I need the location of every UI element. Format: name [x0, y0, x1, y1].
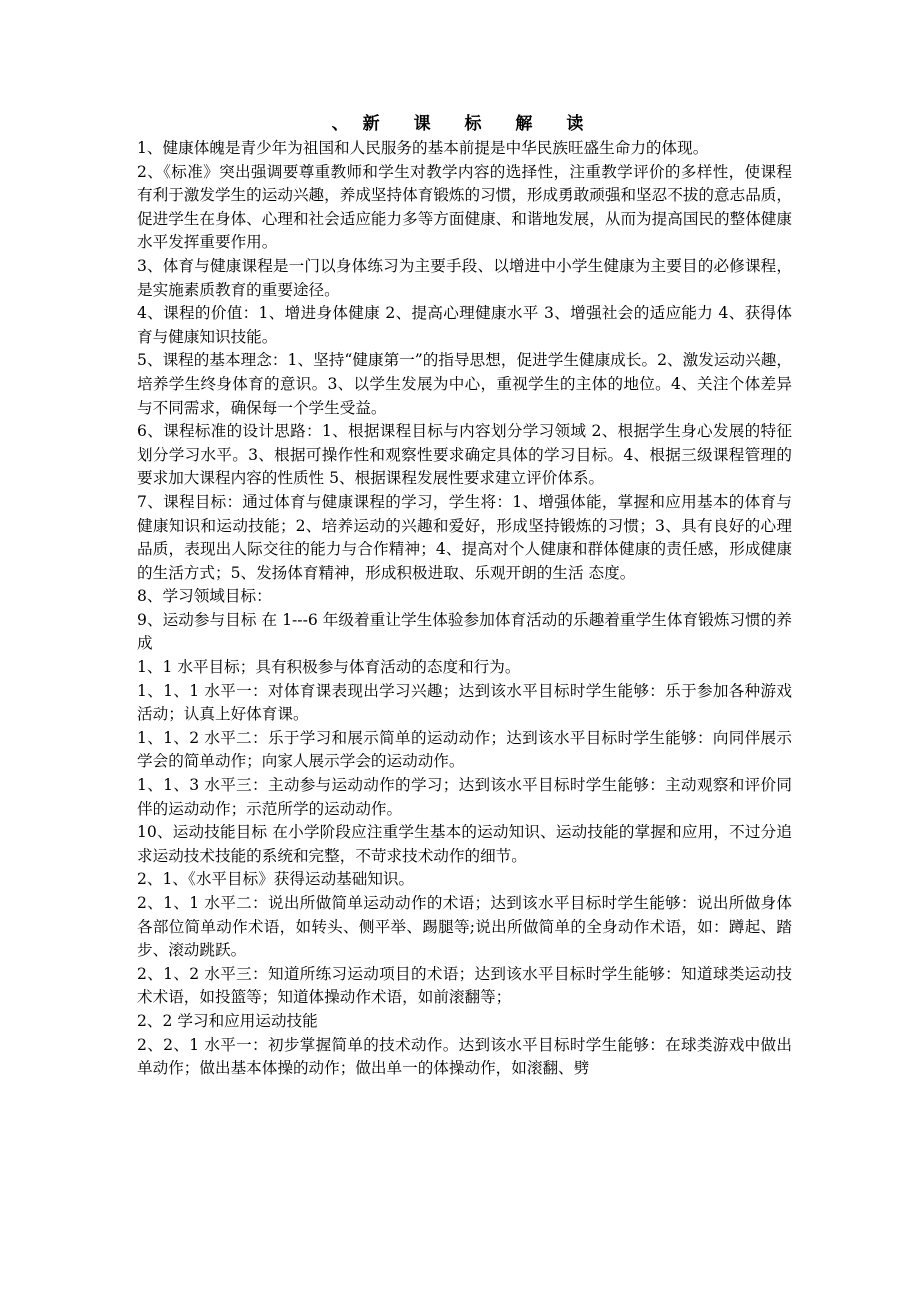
paragraph: 2、2 学习和应用运动技能	[137, 1011, 318, 1030]
document-title: 、新 课 标 解 读	[331, 114, 598, 134]
paragraph: 1、健康体魄是青少年为祖国和人民服务的基本前提是中华民族旺盛生命力的体现。	[137, 139, 709, 157]
paragraph: 1、1 水平目标；具有积极参与体育活动的态度和行为。	[137, 658, 521, 677]
paragraph: 10、运动技能目标 在小学阶段应注重学生基本的运动知识、运动技能的掌握和应用，不过分追求运动技术技能的系统和完整，不苛求技术动作的细节。	[137, 823, 792, 865]
paragraph: 7、课程目标：通过体育与健康课程的学习，学生将：1、增强体能，掌握和应用基本的体育与健康知识和运动技能；2、培养运动的兴趣和爱好，形成坚持锻炼的习惯；3、具有良好的心理品质，表现出人际交往的能力与合作精神；4、提高对个人健康和群体健康的责任感，形成健康的生活方式；5、发扬体育精神，形成积极进取、乐观开朗的生活 态度。	[137, 492, 792, 582]
paragraph: 6、课程标准的设计思路：1、根据课程目标与内容划分学习领域 2、根据学生身心发展的特征划分学习水平。3、根据可操作性和观察性要求确定具体的学习目标。4、根据三级课程管理的要求加大课程内容的性质性 5、根据课程发展性要求建立评价体系。	[137, 422, 792, 488]
paragraph: 9、运动参与目标 在 1---6 年级着重让学生体验参加体育活动的乐趣着重学生体育锻炼习惯的养成	[137, 610, 792, 653]
paragraph: 1、1、2 水平二：乐于学习和展示简单的运动动作；达到该水平目标时学生能够：向同伴展示学会的简单动作；向家人展示学会的运动动作。	[137, 728, 792, 771]
document-body	[137, 137, 792, 1081]
paragraph: 1、1、3 水平三：主动参与运动动作的学习；达到该水平目标时学生能够：主动观察和评价同伴的运动动作；示范所学的运动动作。	[137, 776, 792, 818]
paragraph: 2、1、2 水平三：知道所练习运动项目的术语；达到该水平目标时学生能够：知道球类运动技术术语，如投篮等；知道体操动作术语，如前滚翻等；	[137, 964, 792, 1007]
paragraph: 8、学习领域目标：	[137, 587, 272, 606]
paragraph: 2、2、1 水平一：初步掌握简单的技术动作。达到该水平目标时学生能够：在球类游戏中做出单动作；做出基本体操的动作；做出单一的体操动作，如滚翻、劈	[137, 1035, 792, 1078]
paragraph: 5、课程的基本理念：1、坚持“健康第一”的指导思想，促进学生健康成长。2、激发运动兴趣，培养学生终身体育的意识。3、以学生发展为中心，重视学生的主体的地位。4、关注个体差异与不同需求，确保每一个学生受益。	[137, 351, 792, 417]
paragraph: 1、1、1 水平一：对体育课表现出学习兴趣；达到该水平目标时学生能够：乐于参加各种游戏活动；认真上好体育课。	[137, 681, 792, 724]
paragraph: 2、1、《水平目标》获得运动基础知识。	[137, 870, 415, 889]
paragraph: 2、《标准》突出强调要尊重教师和学生对教学内容的选择性，注重教学评价的多样性，使课程有利于激发学生的运动兴趣，养成坚持体育锻炼的习惯，形成勇敢顽强和坚忍不拔的意志品质，促进学生在身体、心理和社会适应能力多等方面健康、和谐地发展，从而为提高国民的整体健康水平发挥重要作用。	[137, 162, 792, 252]
paragraph: 4、课程的价值：1、增进身体健康 2、提高心理健康水平 3、增强社会的适应能力 4、获得体育与健康知识技能。	[137, 304, 792, 346]
paragraph: 3、体育与健康课程是一门以身体练习为主要手段、以增进中小学生健康为主要目的必修课程，是实施素质教育的重要途径。	[137, 256, 792, 299]
paragraph: 2、1、1 水平二：说出所做简单运动动作的术语；达到该水平目标时学生能够：说出所做身体 各部位简单动作术语，如转头、侧平举、踢腿等;说出所做简单的全身动作术语，如：蹲起、踏步、滚动跳跃。	[137, 894, 792, 960]
